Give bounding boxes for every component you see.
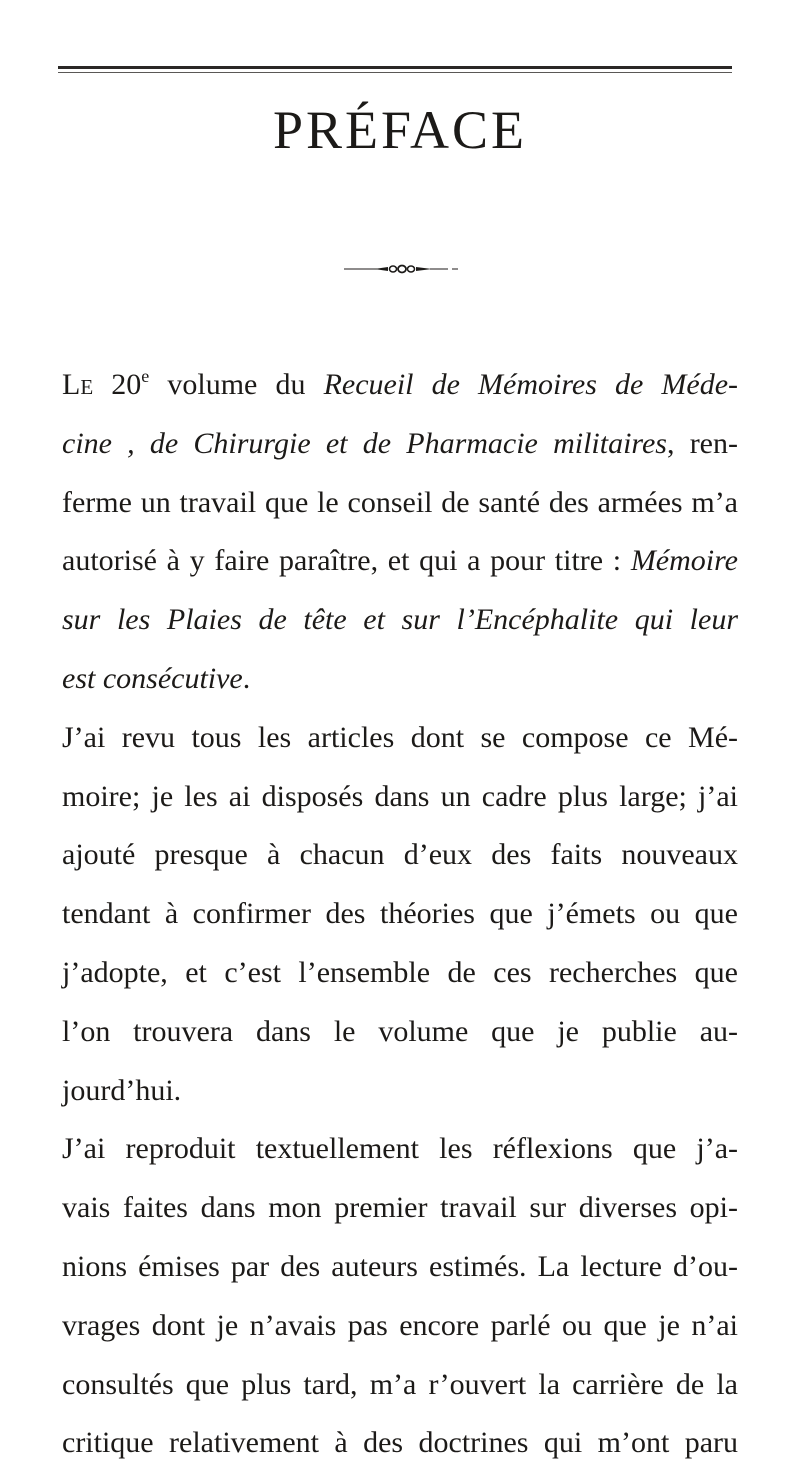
italic-text: est consécutive: [62, 661, 243, 695]
text-segment: jourd’hui.: [62, 1073, 182, 1107]
text-segment: J’ai reproduit textuellement les réflexions que j’a-: [62, 1132, 738, 1166]
text-line: [62, 356, 738, 415]
text-line: [62, 532, 738, 591]
text-line: [62, 1238, 738, 1297]
text-segment: volume du: [149, 368, 324, 401]
text-segment: autorisé à y faire paraître, et qui a pour titre :: [62, 544, 631, 578]
text-segment: J’ai revu tous les articles dont se compose ce Mé-: [62, 720, 738, 754]
header-rule-thin: [58, 72, 732, 73]
text-segment: moire; je les ai disposés dans un cadre plus large; j’ai: [62, 779, 738, 813]
text-segment: .: [242, 661, 251, 695]
text-segment: ajouté presque à chacun d’eux des faits nouveaux: [62, 838, 738, 872]
text-segment: ferme un travail que le conseil de santé des armées m’a: [62, 485, 738, 519]
text-line: [62, 474, 738, 533]
text-line: [62, 709, 738, 768]
text-segment: nions émises par des auteurs estimés. La lecture d’ou-: [62, 1249, 738, 1283]
text-segment: j’adopte, et c’est l’ensemble de ces recherches que: [62, 955, 738, 989]
text-line: [62, 1179, 738, 1238]
italic-text: sur les Plaies de tête et sur l’Encéphalite qui leur: [62, 603, 738, 637]
text-line: [62, 591, 738, 650]
text-line: [62, 885, 738, 944]
text-segment: 20: [93, 368, 142, 401]
text-segment: tendant à confirmer des théories que j’émets ou que: [62, 897, 738, 931]
text-line: [62, 826, 738, 885]
italic-text: Recueil de Mémoires de Méde-: [323, 368, 739, 401]
text-segment: consultés que plus tard, m’a r’ouvert la carrière de la: [62, 1367, 738, 1401]
text-segment: l’on trouvera dans le volume que je publie au-: [62, 1014, 738, 1048]
text-line: [62, 768, 738, 827]
text-line: [62, 1297, 738, 1356]
ornament-divider: [344, 262, 464, 276]
text-segment: , ren-: [666, 426, 738, 460]
page-title: PRÉFACE: [272, 100, 528, 160]
italic-text: cine , de Chirurgie et de Pharmacie militaires: [62, 426, 667, 460]
text-line: [62, 415, 738, 474]
header-rule: [58, 66, 732, 69]
text-segment: vrages dont je n’avais pas encore parlé ou que je n’ai: [62, 1308, 738, 1342]
body-text: [62, 356, 738, 1473]
text-line: [62, 1356, 738, 1415]
text-segment: critique relativement à des doctrines qui m’ont paru: [62, 1426, 738, 1460]
italic-text: Mémoire: [630, 544, 738, 578]
text-line: [62, 1120, 738, 1179]
small-caps-text: Le: [62, 368, 94, 401]
superscript: e: [141, 366, 150, 386]
text-line: [62, 1003, 738, 1062]
text-line: [62, 1062, 738, 1121]
text-line: [62, 650, 738, 709]
text-line: [62, 1414, 738, 1473]
text-segment: vais faites dans mon premier travail sur diverses opi-: [62, 1191, 738, 1225]
text-line: [62, 944, 738, 1003]
